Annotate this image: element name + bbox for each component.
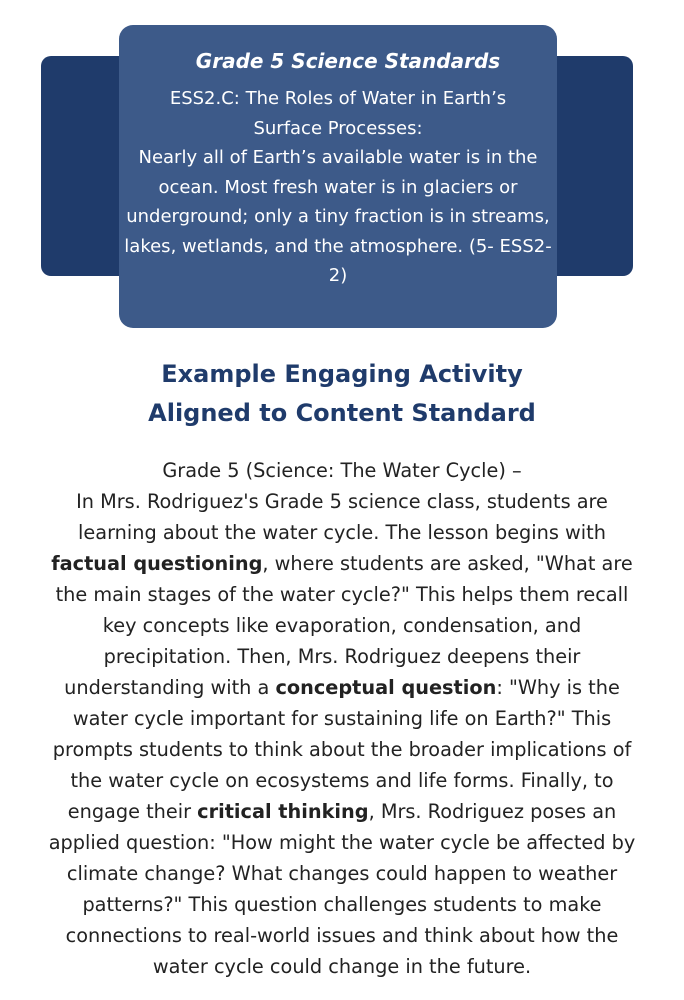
standards-heading-line1: ESS2.C: The Roles of Water in Earth’s (169, 88, 507, 109)
activity-title (0, 355, 684, 433)
emphasis-conceptual-question: conceptual question (275, 676, 497, 699)
activity-description (44, 455, 640, 982)
activity-subtitle: Grade 5 (Science: The Water Cycle) – (162, 459, 522, 482)
activity-title-line1: Example Engaging Activity (161, 360, 523, 388)
emphasis-factual-questioning: factual questioning (51, 552, 263, 575)
standards-description (123, 84, 553, 291)
activity-text-segment: : "Why is the water cycle important for sustaining life on Earth?" This prompts students to think about the broader implications of the water cycle on ecosystems and life forms. Finally, to engage their (52, 676, 632, 823)
activity-text-segment: In Mrs. Rodriguez's Grade 5 science class, students are learning about the water cycle. The lesson begins with (76, 490, 608, 544)
standards-card (119, 25, 557, 328)
activity-text-segment: , where students are asked, "What are the main stages of the water cycle?" This helps them recall key concepts like evaporation, condensation, and precipitation. Then, Mrs. Rodriguez deepens their understanding with a (55, 552, 633, 699)
emphasis-critical-thinking: critical thinking (197, 800, 369, 823)
standards-body: Nearly all of Earth’s available water is in the ocean. Most fresh water is in glaciers or underground; only a tiny fraction is in streams, lakes, wetlands, and the atmosphere. (5- ESS2-2) (124, 147, 552, 286)
activity-text-segment: , Mrs. Rodriguez poses an applied question: "How might the water cycle be affected by climate change? What changes could happen to weather patterns?" This question challenges students to make connections to real-world issues and think about how the water cycle could change in the future. (48, 800, 636, 978)
standards-heading-line2: Surface Processes: (253, 117, 423, 139)
standards-title: Grade 5 Science Standards (195, 49, 501, 73)
activity-title-line2: Aligned to Content Standard (148, 399, 536, 427)
